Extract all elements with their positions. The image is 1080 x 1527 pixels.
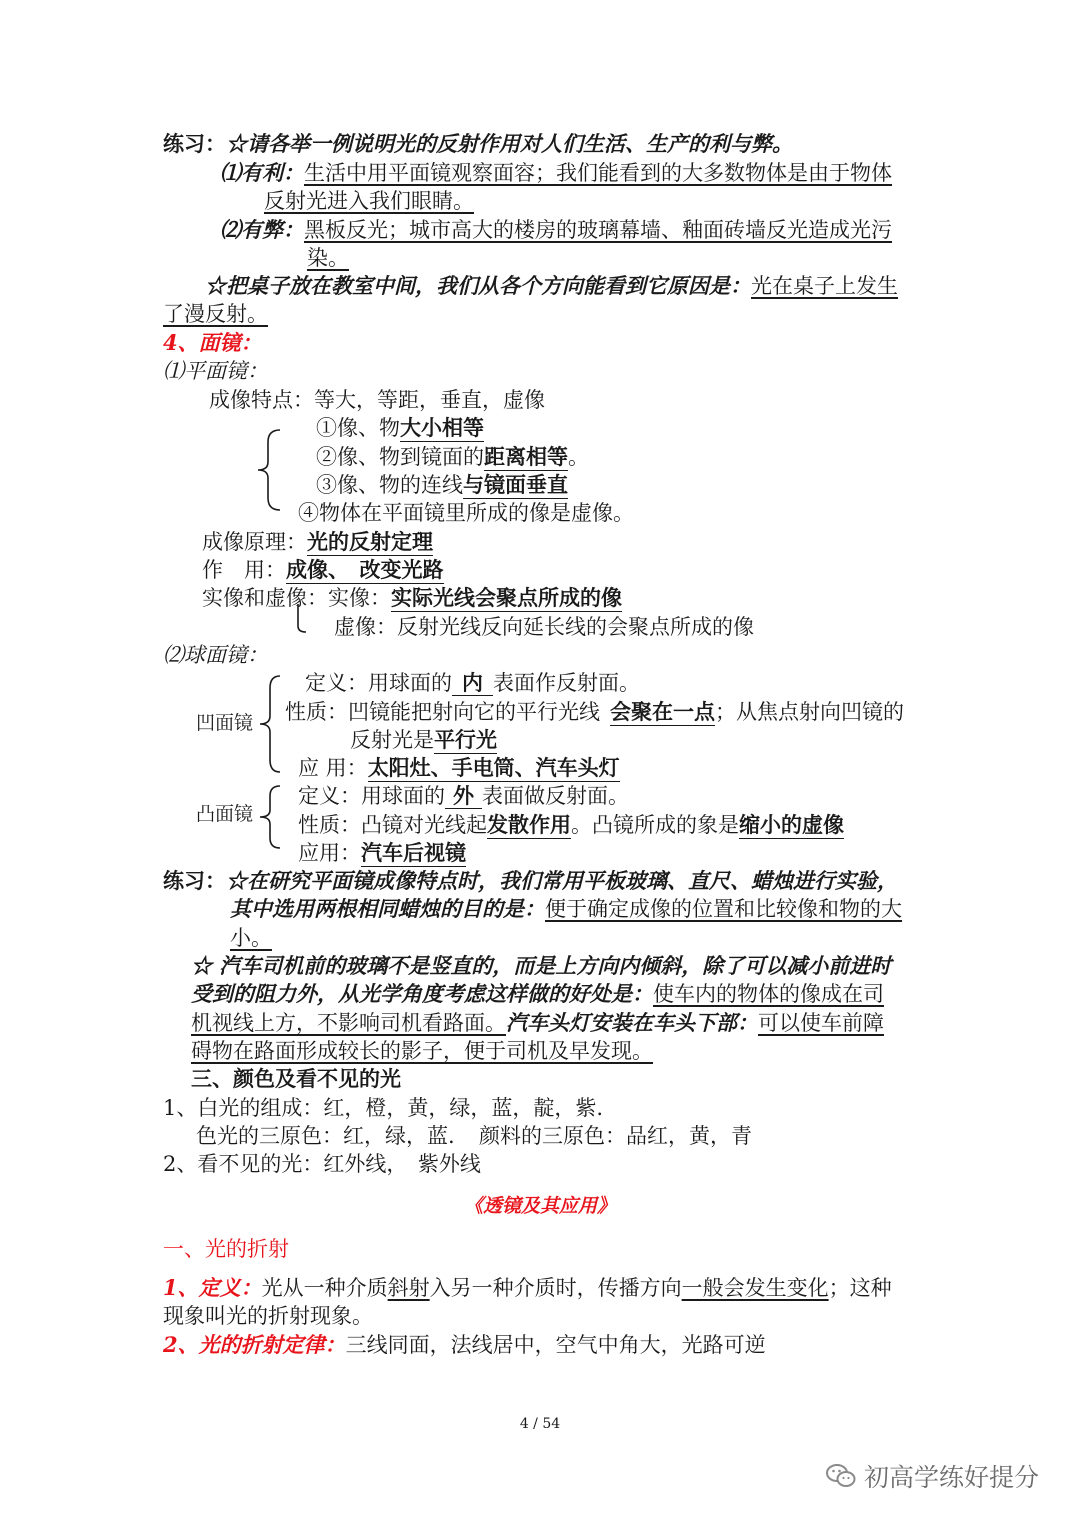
question-desk: ☆把桌子放在教室中间，我们从各个方向能看到它原因是： (205, 273, 751, 298)
feature-1-text: ①像、物 (316, 416, 400, 440)
convex-prop-text: 性质：凸镜对光线起 (298, 813, 487, 837)
question-reflection: ☆请各举一例说明光的反射作用对人们生活、生产的利与弊。 (226, 131, 793, 156)
virtual-image-line (334, 613, 754, 641)
answer-candle-2: 小。 (230, 926, 272, 950)
question-headlight: 汽车头灯安装在车头下部： (506, 1010, 758, 1035)
concave-brace (258, 674, 284, 774)
answer-windshield-1: 使车内的物体的像成在司 (653, 982, 884, 1006)
exercise-2-line-7 (191, 1037, 653, 1065)
real-virtual-brace (292, 604, 308, 634)
color-heading: 三、颜色及看不见的光 (191, 1066, 401, 1091)
use-label: 作 用： (202, 558, 286, 582)
refraction-law-line (163, 1331, 766, 1359)
definition-text-a: 光从一种介质 (261, 1276, 388, 1300)
question-windshield-2: 受到的阻力外，从光学角度考虑这样做的好处是： (191, 981, 653, 1006)
concave-prop-post: ；从焦点射向凹镜的 (715, 700, 904, 724)
refraction-heading: 一、光的折射 (163, 1237, 289, 1261)
convex-application (298, 839, 466, 867)
feature-2 (316, 443, 589, 471)
concave-prop-key: 会聚在一点 (610, 699, 715, 724)
real-image-line (202, 584, 622, 612)
feature-1-key: 大小相等 (400, 415, 484, 440)
convex-brace (258, 784, 284, 850)
advantage-line-2 (264, 187, 474, 215)
answer-headlight-1: 可以使车前障 (758, 1011, 884, 1035)
concave-label: 凹面镜 (196, 712, 254, 734)
concave-def-key: 内 (452, 670, 493, 696)
concave-app-label: 应 用： (298, 756, 368, 780)
watermark-text: 初高学练好提分 (864, 1463, 1040, 1492)
feature-3-key: 与镜面垂直 (463, 472, 568, 497)
convex-property (298, 811, 844, 839)
principle-line (202, 528, 433, 556)
invisible-light-line: 2、看不见的光：红外线， 紫外线 (163, 1152, 481, 1176)
convex-definition (298, 782, 629, 810)
disadvantage-label: ⑵有弊： (220, 217, 304, 242)
definition-label: 1、定义： (163, 1275, 262, 1300)
exercise-2-line-5 (191, 980, 884, 1008)
definition-text-d: 一般会发生变化 (681, 1276, 829, 1300)
real-virtual-label: 实像和虚像： (202, 586, 328, 610)
advantage-text-2: 反射光进入我们眼睛。 (264, 189, 474, 213)
features-text: 等大，等距，垂直，虚像 (314, 388, 545, 412)
concave-definition (305, 669, 640, 697)
definition-text-c: 入另一种介质时，传播方向 (429, 1276, 682, 1300)
concave-prop2-text: 反射光是 (350, 728, 434, 752)
virtual-label: 虚像： (334, 615, 397, 639)
convex-prop-key: 发散作用 (487, 812, 571, 837)
answer-windshield-2: 机视线上方，不影响司机看路面。 (191, 1011, 506, 1035)
exercise-2-label: 练习： (163, 868, 226, 893)
refraction-law-label: 2、光的折射定律： (163, 1332, 346, 1357)
convex-def-post: 表面做反射面。 (482, 784, 629, 808)
convex-prop-key-2: 缩小的虚像 (739, 812, 844, 837)
definition-line-1 (163, 1274, 892, 1302)
concave-application (298, 754, 620, 782)
disadvantage-text-2: 染。 (307, 246, 349, 270)
feature-3-text: ③像、物的连线 (316, 473, 463, 497)
disadvantage-text-1: 黑板反光；城市高大的楼房的玻璃幕墙、釉面砖墙反光造成光污 (304, 218, 892, 242)
answer-desk-line-2 (163, 300, 268, 328)
answer-candle-1: 便于确定成像的位置和比较像和物的大 (545, 897, 902, 921)
concave-property (285, 698, 904, 726)
concave-prop-text: 性质：凹镜能把射向它的平行光线 (285, 700, 600, 724)
principle-text: 光的反射定理 (307, 529, 433, 554)
pigment-primary-line: 颜料的三原色：品红，黄，青 (479, 1124, 752, 1148)
question-windshield-1: ☆ 汽车司机前的玻璃不是竖直的，而是上方向内倾斜，除了可以减小前进时 (191, 953, 892, 978)
white-light-line: 1、白光的组成：红，橙，黄，绿，蓝，靛，紫. (163, 1096, 604, 1120)
concave-prop2-key: 平行光 (434, 727, 497, 752)
exercise-2-line-3 (230, 924, 272, 952)
feature-1 (316, 414, 484, 442)
virtual-text: 反射光线反向延长线的会聚点所成的像 (397, 615, 754, 639)
advantage-label: ⑴有利： (220, 160, 304, 185)
watermark (826, 1458, 1039, 1494)
light-primary-line: 色光的三原色：红，绿，蓝. (196, 1124, 455, 1148)
real-label: 实像： (328, 586, 391, 610)
feature-2-text: ②像、物到镜面的 (316, 445, 484, 469)
page-number: 4 / 54 (519, 1416, 561, 1432)
use-line (202, 556, 444, 584)
principle-label: 成像原理： (202, 530, 307, 554)
mirror-heading: 4、面镜： (163, 330, 262, 355)
convex-app-key: 汽车后视镜 (361, 840, 466, 865)
convex-prop-mid: 。凸镜所成的象是 (571, 813, 739, 837)
answer-desk-2: 了漫反射。 (163, 302, 268, 326)
disadvantage-line-1 (220, 216, 892, 244)
use-text: 成像、 改变光路 (286, 557, 444, 582)
concave-def-post: 表面作反射面。 (493, 671, 640, 695)
question-candle-1: ☆在研究平面镜成像特点时，我们常用平板玻璃、直尺、蜡烛进行实验， (226, 868, 898, 893)
real-text: 实际光线会聚点所成的像 (391, 585, 622, 610)
feature-4: ④物体在平面镜里所成的像是虚像。 (298, 501, 634, 525)
exercise-label: 练习： (163, 131, 226, 156)
features-line (209, 386, 545, 414)
features-brace (254, 428, 284, 512)
answer-headlight-2: 碍物在路面形成较长的影子，便于司机及早发现。 (191, 1039, 653, 1063)
exercise-1-line (163, 130, 793, 158)
definition-line-2: 现象叫光的折射现象。 (163, 1304, 373, 1328)
convex-app-label: 应用： (298, 841, 361, 865)
disadvantage-line-2 (307, 244, 349, 272)
exercise-2-line-4 (191, 952, 891, 980)
convex-def-text: 定义：用球面的 (298, 784, 445, 808)
exercise-2-line-6 (191, 1009, 884, 1037)
plane-mirror-heading: ⑴平面镜： (163, 359, 268, 383)
feature-3 (316, 471, 568, 499)
advantage-text-1: 生活中用平面镜观察面容；我们能看到的大多数物体是由于物体 (304, 161, 892, 185)
convex-label: 凸面镜 (196, 803, 254, 825)
exercise-2-line-2 (230, 895, 902, 923)
refraction-law-text: 三线同面，法线居中，空气中角大，光路可逆 (345, 1333, 766, 1357)
definition-text-b: 斜射 (387, 1276, 430, 1300)
feature-2-post: 。 (568, 445, 589, 469)
advantage-line-1 (220, 159, 892, 187)
concave-def-text: 定义：用球面的 (305, 671, 452, 695)
chapter-title: 《透镜及其应用》 (463, 1195, 616, 1217)
exercise-2-line-1 (163, 867, 898, 895)
concave-app-key: 太阳灶、手电筒、汽车头灯 (367, 755, 620, 780)
wechat-icon (826, 1463, 856, 1489)
question-candle-2: 其中选用两根相同蜡烛的目的是： (230, 896, 545, 921)
convex-def-key: 外 (445, 783, 482, 809)
spherical-mirror-heading: ⑵球面镜： (163, 643, 268, 667)
question-desk-line (205, 272, 898, 300)
definition-text-e: ；这种 (828, 1276, 892, 1300)
features-label: 成像特点： (209, 388, 314, 412)
feature-2-key: 距离相等 (484, 444, 568, 469)
answer-desk-1: 光在桌子上发生 (751, 274, 898, 298)
concave-property-2 (350, 726, 497, 754)
